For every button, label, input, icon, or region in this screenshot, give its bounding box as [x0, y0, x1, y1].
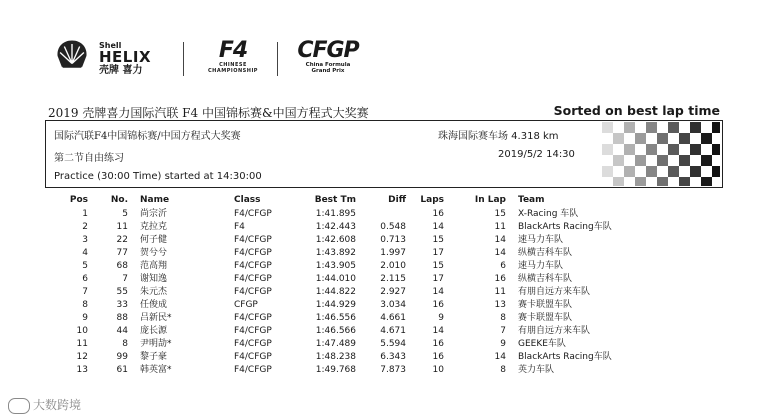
title-row: [48, 104, 720, 120]
cell-pos: 7: [82, 287, 88, 297]
cell-inlap: 16: [494, 274, 506, 284]
cell-team: 纵横吉科车队: [518, 248, 573, 258]
event-title: 2019 壳牌喜力国际汽联 F4 中国锦标赛&中国方程式大奖赛: [48, 106, 369, 120]
cell-inlap: 9: [500, 339, 506, 349]
cell-diff: 7.873: [380, 365, 406, 375]
table-row: [0, 234, 768, 246]
f4-logo-chinese: CHINESE: [219, 62, 247, 68]
cell-diff: 1.997: [380, 248, 406, 258]
checker-square: [613, 155, 624, 166]
checker-square: [613, 133, 624, 144]
cell-class: F4/CFGP: [234, 339, 272, 349]
cfgp-logo-mark: CFGP: [297, 38, 359, 63]
cell-team: 纵横吉科车队: [518, 274, 573, 284]
cell-no: 22: [116, 235, 128, 245]
checker-square: [701, 177, 712, 186]
cell-diff: 5.594: [380, 339, 406, 349]
cell-no: 99: [116, 352, 128, 362]
cell-best: 1:49.768: [315, 365, 356, 375]
checker-square: [668, 144, 679, 155]
checker-square: [646, 166, 657, 177]
checker-square: [657, 155, 668, 166]
cell-class: F4: [234, 222, 245, 232]
shell-text: Shell: [99, 41, 122, 50]
cell-name: 贺兮兮: [140, 248, 168, 258]
cell-class: F4/CFGP: [234, 326, 272, 336]
cell-class: CFGP: [234, 300, 258, 310]
table-row: [0, 286, 768, 298]
checker-square: [690, 122, 701, 133]
cell-no: 5: [122, 209, 128, 219]
cell-pos: 5: [82, 261, 88, 271]
cell-laps: 16: [432, 339, 444, 349]
cell-team: 有朋自远方来车队: [518, 287, 591, 297]
cell-inlap: 6: [500, 261, 506, 271]
col-team-header: Team: [518, 195, 545, 205]
cfgp-logo-line3: Grand Prix: [311, 68, 345, 75]
cell-name: 尹明劼*: [140, 339, 172, 349]
checker-square: [679, 133, 690, 144]
cell-no: 8: [122, 339, 128, 349]
track-info: 珠海国际赛车场 4.318 km: [438, 131, 559, 142]
checker-square: [712, 144, 720, 155]
cell-name: 克拉克: [140, 222, 168, 232]
checker-square: [679, 177, 690, 186]
cell-class: F4/CFGP: [234, 209, 272, 219]
cell-inlap: 15: [494, 209, 506, 219]
cell-no: 55: [116, 287, 128, 297]
cell-team: BlackArts Racing车队: [518, 352, 612, 362]
cell-pos: 12: [76, 352, 88, 362]
series-name: 国际汽联F4中国锦标赛/中国方程式大奖赛: [54, 131, 241, 142]
cell-best: 1:46.556: [315, 313, 356, 323]
checker-square: [668, 122, 679, 133]
cell-no: 61: [116, 365, 128, 375]
cell-inlap: 14: [494, 248, 506, 258]
table-row: [0, 247, 768, 259]
cell-team: BlackArts Racing车队: [518, 222, 612, 232]
cell-class: F4/CFGP: [234, 235, 272, 245]
cell-laps: 14: [432, 222, 444, 232]
checkered-flag-graphic: [602, 122, 720, 186]
checker-square: [712, 122, 720, 133]
cell-diff: 4.661: [380, 313, 406, 323]
logo-divider: [183, 42, 184, 76]
cell-team: 速马力车队: [518, 261, 564, 271]
checker-square: [701, 133, 712, 144]
cell-diff: 0.713: [380, 235, 406, 245]
cell-laps: 16: [432, 352, 444, 362]
cell-pos: 2: [82, 222, 88, 232]
cell-team: 赛卡联盟车队: [518, 300, 573, 310]
cell-class: F4/CFGP: [234, 248, 272, 258]
table-header: [0, 194, 768, 206]
col-best-header: Best Tm: [314, 195, 356, 205]
watermark-text: 大数跨境: [33, 398, 82, 412]
cell-team: 速马力车队: [518, 235, 564, 245]
col-inlap-header: In Lap: [474, 195, 506, 205]
cell-laps: 14: [432, 287, 444, 297]
session-info-box: [45, 120, 723, 188]
cell-best: 1:47.489: [315, 339, 356, 349]
cell-pos: 6: [82, 274, 88, 284]
helix-text: HELIX: [99, 48, 152, 66]
cell-laps: 9: [438, 313, 444, 323]
cell-best: 1:43.892: [315, 248, 356, 258]
cell-team: 英力车队: [518, 365, 555, 375]
session-name: 第二节自由练习: [54, 153, 124, 164]
cell-name: 谢知逸: [140, 274, 168, 284]
cell-name: 任俊成: [140, 300, 168, 310]
checker-square: [668, 166, 679, 177]
cell-diff: 4.671: [380, 326, 406, 336]
cell-no: 44: [116, 326, 128, 336]
cell-team: 有朋自远方来车队: [518, 326, 591, 336]
cell-team: 赛卡联盟车队: [518, 313, 573, 323]
cell-best: 1:44.010: [315, 274, 356, 284]
cell-diff: 2.115: [380, 274, 406, 284]
shell-helix-logo: [99, 42, 151, 76]
cell-class: F4/CFGP: [234, 261, 272, 271]
cell-best: 1:42.443: [315, 222, 356, 232]
cell-laps: 14: [432, 326, 444, 336]
helix-chinese-text: 壳牌 喜力: [99, 65, 143, 76]
checker-square: [624, 144, 635, 155]
cell-class: F4/CFGP: [234, 365, 272, 375]
cell-best: 1:42.608: [315, 235, 356, 245]
cell-pos: 1: [82, 209, 88, 219]
table-row: [0, 351, 768, 363]
cell-laps: 15: [432, 235, 444, 245]
cell-inlap: 7: [500, 326, 506, 336]
checker-square: [701, 155, 712, 166]
checker-square: [635, 155, 646, 166]
sponsor-logos: [55, 36, 385, 86]
cell-inlap: 14: [494, 235, 506, 245]
cell-pos: 11: [76, 339, 88, 349]
cell-no: 11: [116, 222, 128, 232]
cell-name: 庞长源: [140, 326, 168, 336]
checker-square: [635, 133, 646, 144]
f4-logo-championship: CHAMPIONSHIP: [208, 68, 258, 74]
watermark-logo-icon: [8, 398, 30, 414]
practice-info: Practice (30:00 Time) started at 14:30:00: [54, 171, 262, 182]
cell-laps: 17: [432, 274, 444, 284]
cell-class: F4/CFGP: [234, 313, 272, 323]
shell-pecten-logo: [55, 38, 89, 72]
cell-name: 黎子豪: [140, 352, 168, 362]
cell-laps: 16: [432, 300, 444, 310]
cell-pos: 13: [76, 365, 88, 375]
cell-best: 1:41.895: [315, 209, 356, 219]
table-row: [0, 260, 768, 272]
cell-name: 范高翔: [140, 261, 168, 271]
col-no-header: No.: [110, 195, 128, 205]
cell-name: 朱元杰: [140, 287, 168, 297]
table-row: [0, 338, 768, 350]
cell-no: 7: [122, 274, 128, 284]
cell-name: 韩英富*: [140, 365, 172, 375]
cell-name: 何子健: [140, 235, 168, 245]
cell-pos: 3: [82, 235, 88, 245]
cell-inlap: 8: [500, 365, 506, 375]
checker-square: [712, 166, 720, 177]
sort-note: Sorted on best lap time: [553, 103, 720, 118]
checker-square: [624, 122, 635, 133]
col-pos-header: Pos: [69, 195, 88, 205]
checker-square: [602, 122, 613, 133]
checker-square: [602, 166, 613, 177]
checker-square: [635, 177, 646, 186]
cell-laps: 15: [432, 261, 444, 271]
cell-pos: 4: [82, 248, 88, 258]
cell-inlap: 11: [494, 287, 506, 297]
cell-pos: 10: [76, 326, 88, 336]
checker-square: [657, 177, 668, 186]
cell-no: 77: [116, 248, 128, 258]
f4-logo: [197, 40, 269, 74]
cell-no: 68: [116, 261, 128, 271]
cell-best: 1:46.566: [315, 326, 356, 336]
cell-team: GEEKE车队: [518, 339, 566, 349]
col-laps-header: Laps: [420, 195, 444, 205]
cell-class: F4/CFGP: [234, 274, 272, 284]
table-row: [0, 364, 768, 376]
table-row: [0, 325, 768, 337]
cell-class: F4/CFGP: [234, 287, 272, 297]
cell-best: 1:44.822: [315, 287, 356, 297]
logo-divider: [277, 42, 278, 76]
col-class-header: Class: [234, 195, 261, 205]
cell-inlap: 13: [494, 300, 506, 310]
cell-diff: 3.034: [380, 300, 406, 310]
col-diff-header: Diff: [388, 195, 406, 205]
cell-pos: 8: [82, 300, 88, 310]
cell-diff: 0.548: [380, 222, 406, 232]
cell-diff: 6.343: [380, 352, 406, 362]
cell-team: X-Racing 车队: [518, 209, 579, 219]
table-row: [0, 221, 768, 233]
cell-diff: 2.927: [380, 287, 406, 297]
checker-square: [690, 144, 701, 155]
cell-pos: 9: [82, 313, 88, 323]
cell-no: 33: [116, 300, 128, 310]
checker-square: [624, 166, 635, 177]
cell-laps: 10: [432, 365, 444, 375]
session-datetime: 2019/5/2 14:30: [498, 149, 575, 160]
checker-square: [646, 144, 657, 155]
watermark: [8, 396, 81, 414]
cell-best: 1:43.905: [315, 261, 356, 271]
cell-no: 88: [116, 313, 128, 323]
cell-name: 尚宗沂: [140, 209, 168, 219]
cell-laps: 17: [432, 248, 444, 258]
checker-square: [690, 166, 701, 177]
cell-class: F4/CFGP: [234, 352, 272, 362]
checker-square: [602, 144, 613, 155]
cell-best: 1:48.238: [315, 352, 356, 362]
cell-laps: 16: [432, 209, 444, 219]
table-row: [0, 208, 768, 220]
cell-inlap: 8: [500, 313, 506, 323]
table-row: [0, 299, 768, 311]
checker-square: [679, 155, 690, 166]
checker-square: [613, 177, 624, 186]
f4-logo-mark: F4: [218, 38, 248, 63]
table-row: [0, 312, 768, 324]
cell-inlap: 11: [494, 222, 506, 232]
col-name-header: Name: [140, 195, 170, 205]
cell-inlap: 14: [494, 352, 506, 362]
cell-name: 吕新民*: [140, 313, 172, 323]
cell-best: 1:44.929: [315, 300, 356, 310]
table-row: [0, 273, 768, 285]
cfgp-logo-line2: China Formula: [305, 62, 351, 68]
cfgp-logo: [287, 40, 369, 75]
checker-square: [657, 133, 668, 144]
checker-square: [646, 122, 657, 133]
cell-diff: 2.010: [380, 261, 406, 271]
